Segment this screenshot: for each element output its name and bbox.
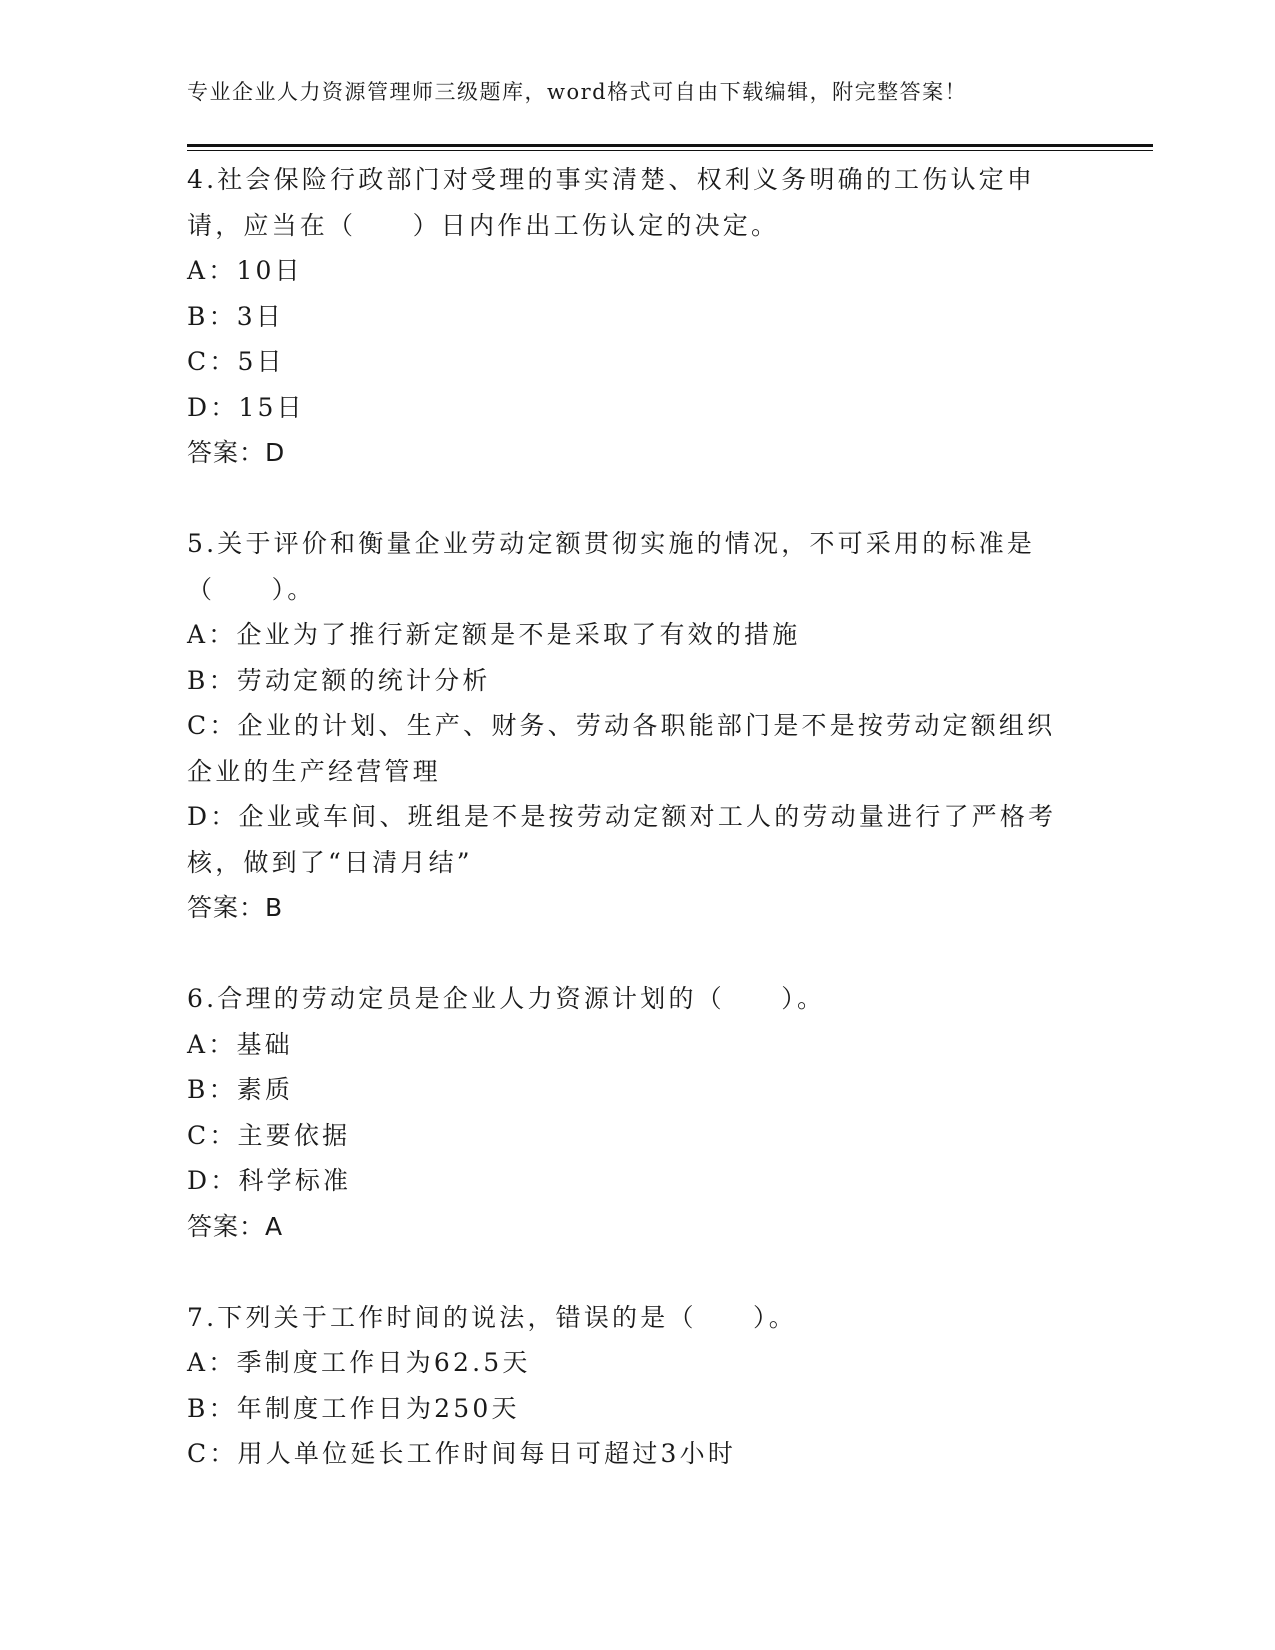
option-d: D：科学标准: [187, 1166, 352, 1195]
header-rule-thick: [187, 144, 1153, 147]
spacer: [187, 1249, 1087, 1295]
spacer: [187, 931, 1087, 977]
option-c: C：用人单位延长工作时间每日可超过3小时: [187, 1439, 737, 1468]
question-5: [187, 521, 1087, 931]
option-c: C：企业的计划、生产、财务、劳动各职能部门是不是按劳动定额组织: [187, 711, 1056, 740]
option-a: A：企业为了推行新定额是不是采取了有效的措施: [187, 620, 801, 649]
question-7: [187, 1295, 1087, 1477]
answer: 答案：A: [187, 1211, 284, 1241]
option-d: D：企业或车间、班组是不是按劳动定额对工人的劳动量进行了严格考: [187, 802, 1057, 831]
option-c: C：5日: [187, 347, 285, 376]
question-stem-line: 6.合理的劳动定员是企业人力资源计划的（ ）。: [187, 984, 826, 1013]
question-4: [187, 157, 1087, 476]
option-b: B：年制度工作日为250天: [187, 1393, 520, 1423]
option-a: A：10日: [187, 256, 303, 285]
question-stem-line: 5.关于评价和衡量企业劳动定额贯彻实施的情况，不可采用的标准是: [187, 529, 1036, 558]
option-b: B：3日: [187, 301, 285, 331]
option-b: B：劳动定额的统计分析: [187, 665, 491, 695]
option-d: D：15日: [187, 392, 305, 422]
option-c: C：主要依据: [187, 1120, 351, 1150]
option-b: B：素质: [187, 1075, 294, 1104]
question-stem-line: （ ）。: [187, 574, 316, 604]
question-stem-line: 4.社会保险行政部门对受理的事实清楚、权利义务明确的工伤认定申: [187, 165, 1036, 194]
answer: 答案：B: [187, 893, 284, 922]
question-6: [187, 976, 1087, 1249]
page-header: 专业企业人力资源管理师三级题库，word格式可自由下载编辑，附完整答案！: [187, 80, 968, 104]
option-a: A：基础: [187, 1029, 293, 1059]
option-c-continued: 企业的生产经营管理: [187, 756, 441, 786]
spacer: [187, 476, 1087, 522]
header-rule-thin: [187, 150, 1153, 151]
answer: 答案：D: [187, 438, 286, 467]
question-stem-line: 请，应当在（ ）日内作出工伤认定的决定。: [187, 210, 780, 240]
question-list: [187, 157, 1087, 1477]
question-stem-line: 7.下列关于工作时间的说法，错误的是（ ）。: [187, 1302, 797, 1332]
option-a: A：季制度工作日为62.5天: [187, 1348, 531, 1377]
option-d-continued: 核，做到了“日清月结”: [187, 847, 473, 877]
